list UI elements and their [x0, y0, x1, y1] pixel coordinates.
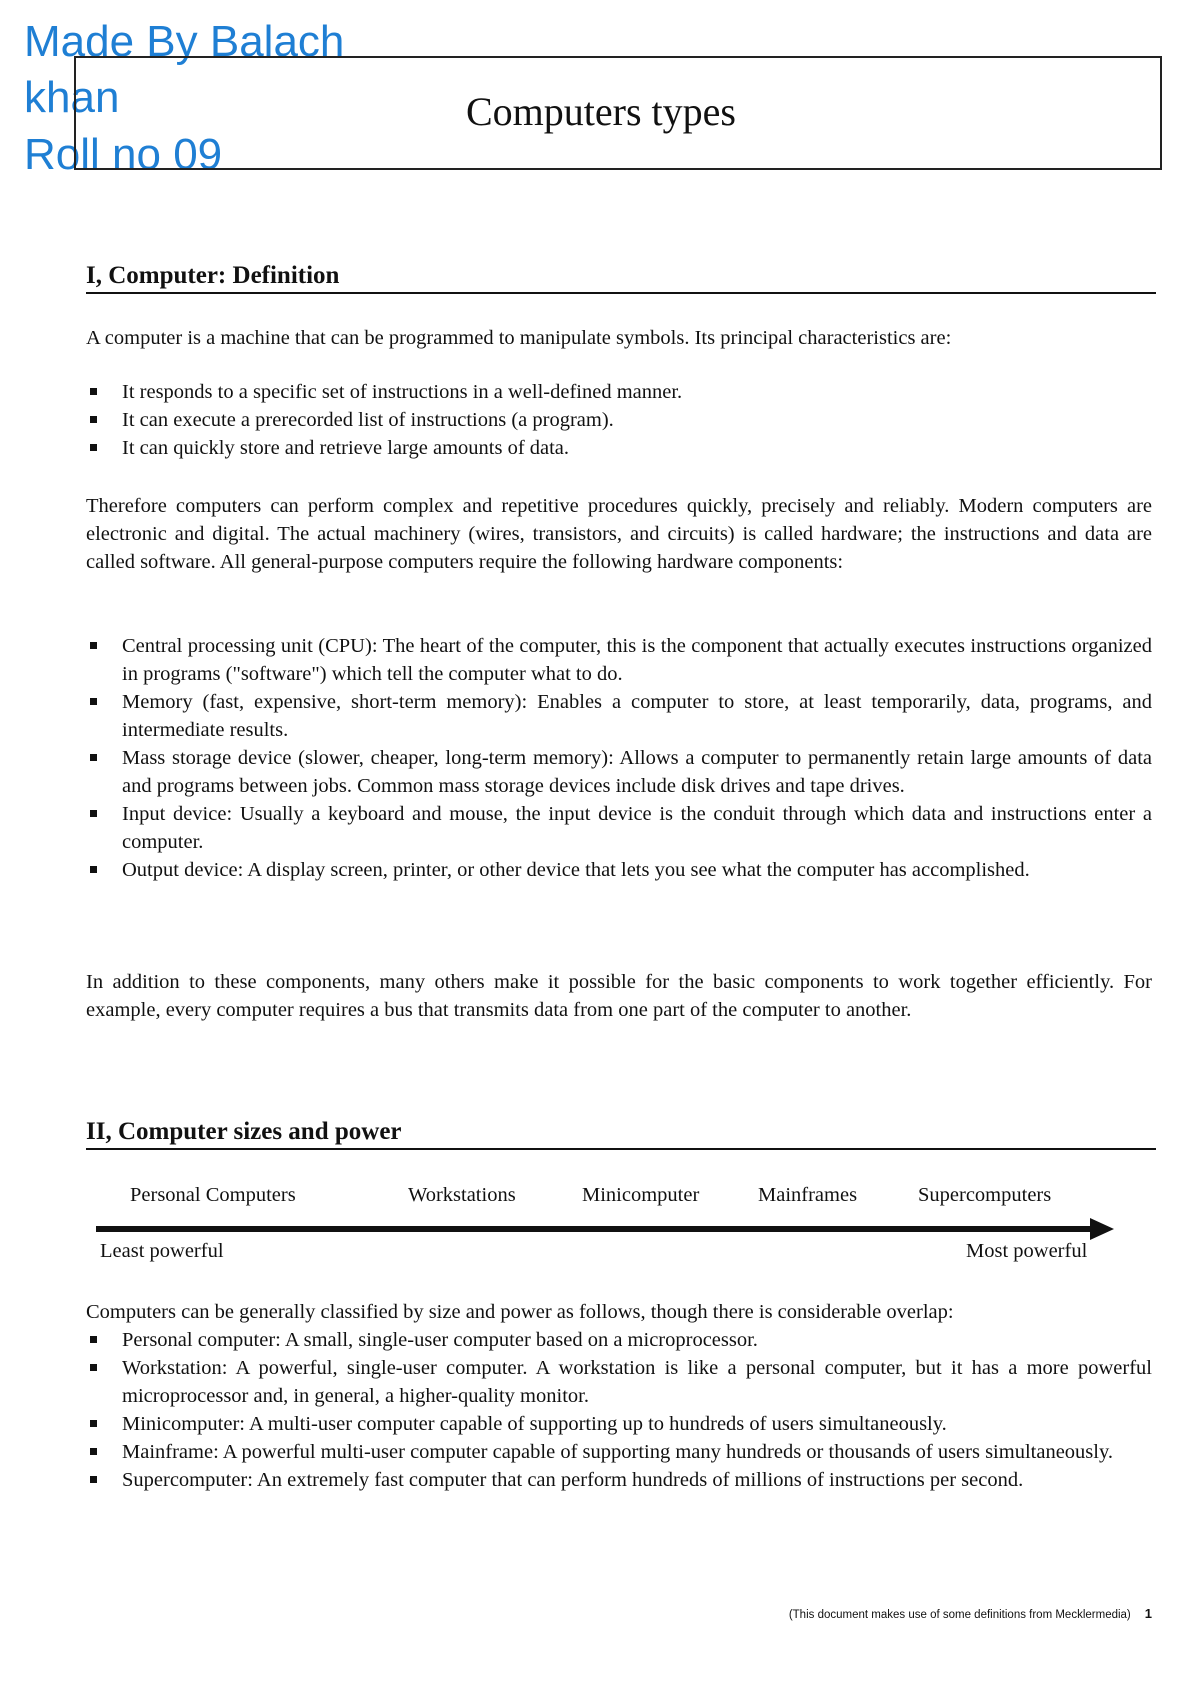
list-item — [86, 378, 1152, 406]
list-item-text: Memory (fast, expensive, short-term memory): Enables a computer to store, at least temporarily, data, programs, and intermediate results. — [122, 691, 1152, 741]
bullet-square-icon — [90, 1364, 97, 1371]
characteristics-list — [86, 378, 1152, 462]
arrow-right-icon — [1090, 1218, 1114, 1240]
power-scale — [96, 1184, 1116, 1274]
list-item-text: Mainframe: A powerful multi-user computer capable of supporting many hundreds or thousands of users simultaneously. — [122, 1441, 1114, 1463]
bullet-square-icon — [90, 866, 97, 873]
list-item-text: Input device: Usually a keyboard and mouse, the input device is the conduit through which data and instructions enter a computer. — [122, 803, 1152, 853]
bullet-square-icon — [90, 1448, 97, 1455]
definition-intro: A computer is a machine that can be programmed to manipulate symbols. Its principal characteristics are: — [86, 327, 952, 349]
section-heading-definition: I, Computer: Definition — [86, 262, 1156, 294]
list-item — [86, 856, 1152, 884]
list-item — [86, 1438, 1152, 1466]
bullet-square-icon — [90, 698, 97, 705]
bus-paragraph: In addition to these components, many others make it possible for the basic components to work together efficiently. For example, every computer requires a bus that transmits data from one part of the computer to another. — [86, 971, 1152, 1021]
list-item-text: Personal computer: A small, single-user computer based on a microprocessor. — [122, 1329, 758, 1351]
sizes-intro: Computers can be generally classified by size and power as follows, though there is considerable overlap: — [86, 1301, 954, 1323]
scale-least-label: Least powerful — [100, 1240, 224, 1262]
list-item-text: It can execute a prerecorded list of instructions (a program). — [122, 409, 614, 431]
bullet-square-icon — [90, 444, 97, 451]
bullet-square-icon — [90, 416, 97, 423]
scale-label-workstations: Workstations — [408, 1184, 516, 1206]
title-box — [74, 56, 1162, 170]
bullet-square-icon — [90, 1420, 97, 1427]
list-item-text: Output device: A display screen, printer, or other device that lets you see what the computer has accomplished. — [122, 859, 1030, 881]
bullet-square-icon — [90, 1476, 97, 1483]
list-item-text: It can quickly store and retrieve large amounts of data. — [122, 437, 570, 459]
watermark-line-2: khan — [24, 73, 120, 123]
bullet-square-icon — [90, 754, 97, 761]
scale-most-label: Most powerful — [966, 1240, 1088, 1262]
list-item — [86, 1410, 1152, 1438]
components-list — [86, 632, 1152, 884]
section-heading-sizes: II, Computer sizes and power — [86, 1118, 1156, 1150]
scale-label-personal: Personal Computers — [130, 1184, 296, 1206]
list-item — [86, 688, 1152, 744]
list-item — [86, 632, 1152, 688]
list-item — [86, 1326, 1152, 1354]
list-item — [86, 434, 1152, 462]
footer-note: (This document makes use of some definitions from Mecklermedia) — [788, 1609, 1131, 1621]
list-item-text: Supercomputer: An extremely fast computer that can perform hundreds of millions of instructions per second. — [122, 1469, 1024, 1491]
list-item — [86, 744, 1152, 800]
hardware-paragraph: Therefore computers can perform complex and repetitive procedures quickly, precisely and reliably. Modern computers are electronic and digital. The actual machinery (wires, transistors, and circuits) is called hardware; the instructions and data are called software. All general-purpose computers require the following hardware components: — [86, 495, 1152, 573]
list-item — [86, 406, 1152, 434]
scale-label-mainframes: Mainframes — [758, 1184, 858, 1206]
bullet-square-icon — [90, 642, 97, 649]
scale-arrow-line — [96, 1226, 1096, 1232]
classes-list — [86, 1326, 1152, 1494]
page-footer — [789, 1606, 1152, 1621]
bullet-square-icon — [90, 1336, 97, 1343]
list-item — [86, 1354, 1152, 1410]
scale-label-supercomputers: Supercomputers — [918, 1184, 1052, 1206]
list-item-text: Minicomputer: A multi-user computer capable of supporting up to hundreds of users simultaneously. — [122, 1413, 947, 1435]
page-number: 1 — [1144, 1606, 1152, 1621]
list-item — [86, 1466, 1152, 1494]
list-item-text: Workstation: A powerful, single-user computer. A workstation is like a personal computer, but it has a more powerful microprocessor and, in general, a higher-quality monitor. — [122, 1357, 1152, 1407]
bullet-square-icon — [90, 388, 97, 395]
list-item-text: Mass storage device (slower, cheaper, long-term memory): Allows a computer to permanently retain large amounts of data and programs between jobs. Common mass storage devices include disk drives and tape drives. — [122, 747, 1152, 797]
page-title: Computers types — [466, 89, 736, 134]
watermark-line-3: Roll no 09 — [24, 129, 223, 179]
scale-label-minicomputer: Minicomputer — [582, 1184, 700, 1206]
list-item — [86, 800, 1152, 856]
list-item-text: It responds to a specific set of instructions in a well-defined manner. — [122, 381, 683, 403]
watermark-line-1: Made By Balach — [24, 17, 345, 66]
bullet-square-icon — [90, 810, 97, 817]
list-item-text: Central processing unit (CPU): The heart of the computer, this is the component that actually executes instructions organized in programs ("software") which tell the computer what to do. — [122, 635, 1152, 685]
